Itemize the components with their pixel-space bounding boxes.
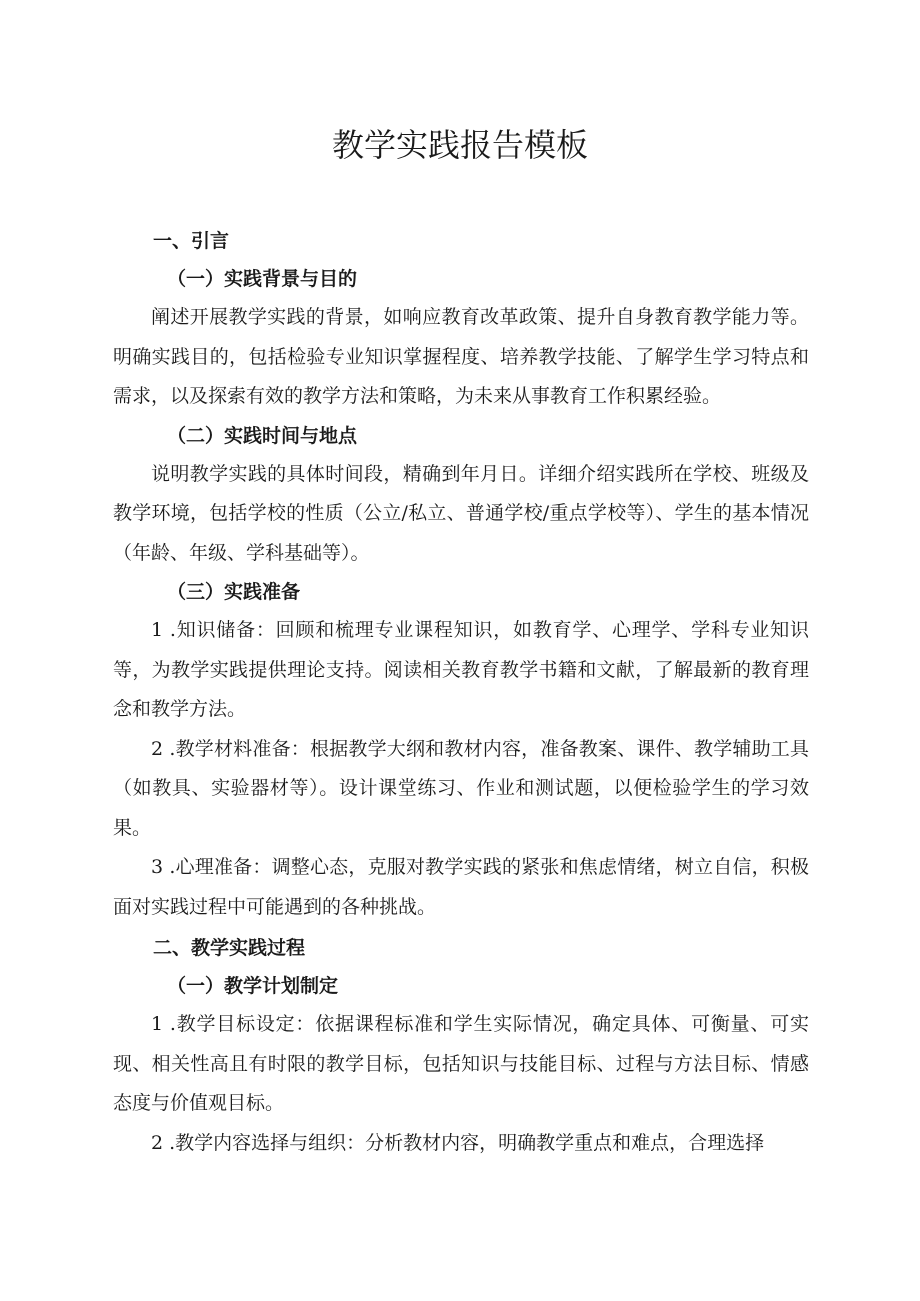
paragraph-material-preparation: 2 .教学材料准备：根据教学大纲和教材内容，准备教案、课件、教学辅助工具（如教具、实验器材等）。设计课堂练习、作业和测试题，以便检验学生的学习效果。 xyxy=(113,737,809,839)
subsection-heading-preparation: （三）实践准备 xyxy=(167,581,301,603)
paragraph-knowledge-reserve: 1 .知识储备：回顾和梳理专业课程知识，如教育学、心理学、学科专业知识等，为教学实践提供理论支持。阅读相关教育教学书籍和文献，了解最新的教育理念和教学方法。 xyxy=(113,619,809,720)
paragraph-mental-preparation: 3 .心理准备：调整心态，克服对教学实践的紧张和焦虑情绪，树立自信，积极面对实践过程中可能遇到的各种挑战。 xyxy=(113,856,809,918)
paragraph-time-place: 说明教学实践的具体时间段，精确到年月日。详细介绍实践所在学校、班级及教学环境，包括学校的性质（公立/私立、普通学校/重点学校等）、学生的基本情况（年龄、年级、学科基础等）。 xyxy=(113,462,809,564)
document-body xyxy=(113,222,809,1163)
paragraph-teaching-content: 2 .教学内容选择与组织：分析教材内容，明确教学重点和难点，合理选择 xyxy=(151,1131,765,1154)
subsection-heading-background: （一）实践背景与目的 xyxy=(167,268,358,290)
subsection-heading-teaching-plan: （一）教学计划制定 xyxy=(167,975,339,997)
subsection-heading-time-place: （二）实践时间与地点 xyxy=(167,424,358,447)
section-heading-practice-process: 二、教学实践过程 xyxy=(153,937,306,959)
section-heading-introduction: 一、引言 xyxy=(153,230,230,252)
document-title: 教学实践报告模板 xyxy=(331,126,588,164)
paragraph-background: 阐述开展教学实践的背景，如响应教育改革政策、提升自身教育教学能力等。明确实践目的，包括检验专业知识掌握程度、培养教学技能、了解学生学习特点和需求，以及探索有效的教学方法和策略，为未来从事教育工作积累经验。 xyxy=(113,306,809,407)
paragraph-teaching-objectives: 1 .教学目标设定：依据课程标准和学生实际情况，确定具体、可衡量、可实现、相关性高且有时限的教学目标，包括知识与技能目标、过程与方法目标、情感态度与价值观目标。 xyxy=(113,1013,809,1114)
